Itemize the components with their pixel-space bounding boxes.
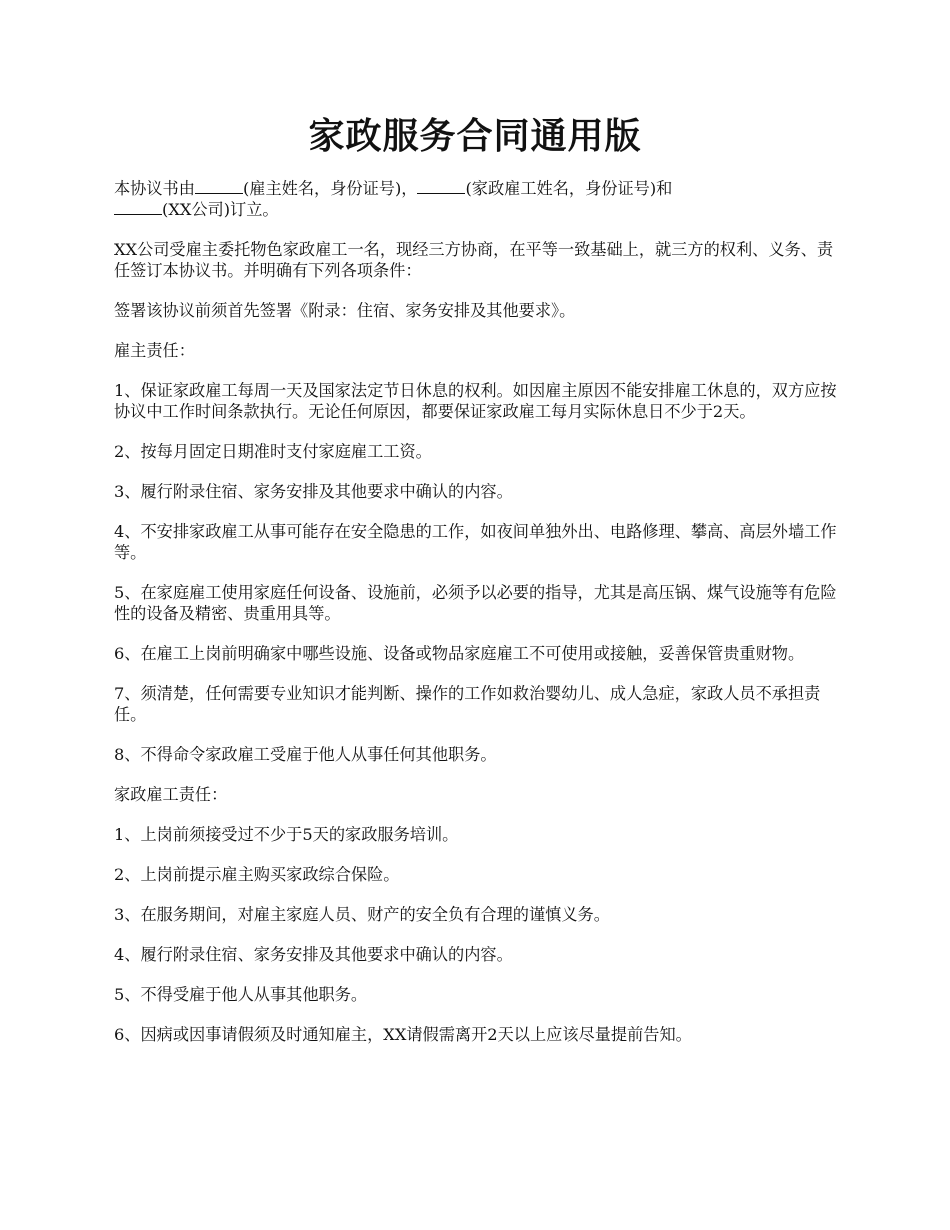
- clause: 6、因病或因事请假须及时通知雇主，XX请假需离开2天以上应该尽量提前告知。: [114, 1025, 692, 1044]
- clause: 4、不安排家政雇工从事可能存在安全隐患的工作，如夜间单独外出、电路修理、攀高、高层外墙工作等。: [114, 522, 837, 562]
- section-heading: 雇主责任：: [114, 341, 195, 360]
- worker-blank: [417, 178, 465, 194]
- company-blank: [114, 199, 162, 215]
- clause: 3、履行附录住宿、家务安排及其他要求中确认的内容。: [114, 482, 513, 501]
- paragraph: 签署该协议前须首先签署《附录：住宿、家务安排及其他要求》。: [114, 301, 576, 320]
- clause: 1、上岗前须接受过不少于5天的家政服务培训。: [114, 825, 459, 844]
- clause: 5、在家庭雇工使用家庭任何设备、设施前，必须予以必要的指导，尤其是高压锅、煤气设施等有危险性的设备及精密、贵重用具等。: [114, 583, 837, 623]
- clause: 3、在服务期间，对雇主家庭人员、财产的安全负有合理的谨慎义务。: [114, 905, 610, 924]
- intro-text-4: (XX公司)订立。: [162, 200, 279, 219]
- clause: 5、不得受雇于他人从事其他职务。: [114, 985, 368, 1004]
- document-body: [114, 178, 839, 1064]
- employer-blank: [195, 178, 243, 194]
- document-title: 家政服务合同通用版: [308, 115, 642, 157]
- clause: 6、在雇工上岗前明确家中哪些设施、设备或物品家庭雇工不可使用或接触，妥善保管贵重财物。: [114, 644, 805, 663]
- intro-text-2: (雇主姓名，身份证号)，: [242, 179, 418, 198]
- paragraph: XX公司受雇主委托物色家政雇工一名，现经三方协商，在平等一致基础上，就三方的权利、义务、责任签订本协议书。并明确有下列各项条件：: [114, 240, 834, 280]
- clause: 7、须清楚，任何需要专业知识才能判断、操作的工作如救治婴幼儿、成人急症，家政人员不承担责任。: [114, 684, 821, 724]
- section-heading: 家政雇工责任：: [114, 785, 228, 804]
- clause: 4、履行附录住宿、家务安排及其他要求中确认的内容。: [114, 945, 513, 964]
- intro-text-1: 本协议书由: [114, 179, 195, 198]
- intro-text-3: (家政雇工姓名，身份证号)和: [465, 179, 673, 198]
- intro-paragraph: [114, 178, 839, 220]
- clause: 1、保证家政雇工每周一天及国家法定节日休息的权利。如因雇主原因不能安排雇工休息的，双方应按协议中工作时间条款执行。无论任何原因，都要保证家政雇工每月实际休息日不少于2天。: [114, 381, 837, 421]
- clause: 2、按每月固定日期准时支付家庭雇工工资。: [114, 442, 432, 461]
- clause: 2、上岗前提示雇主购买家政综合保险。: [114, 865, 400, 884]
- clause: 8、不得命令家政雇工受雇于他人从事任何其他职务。: [114, 745, 497, 764]
